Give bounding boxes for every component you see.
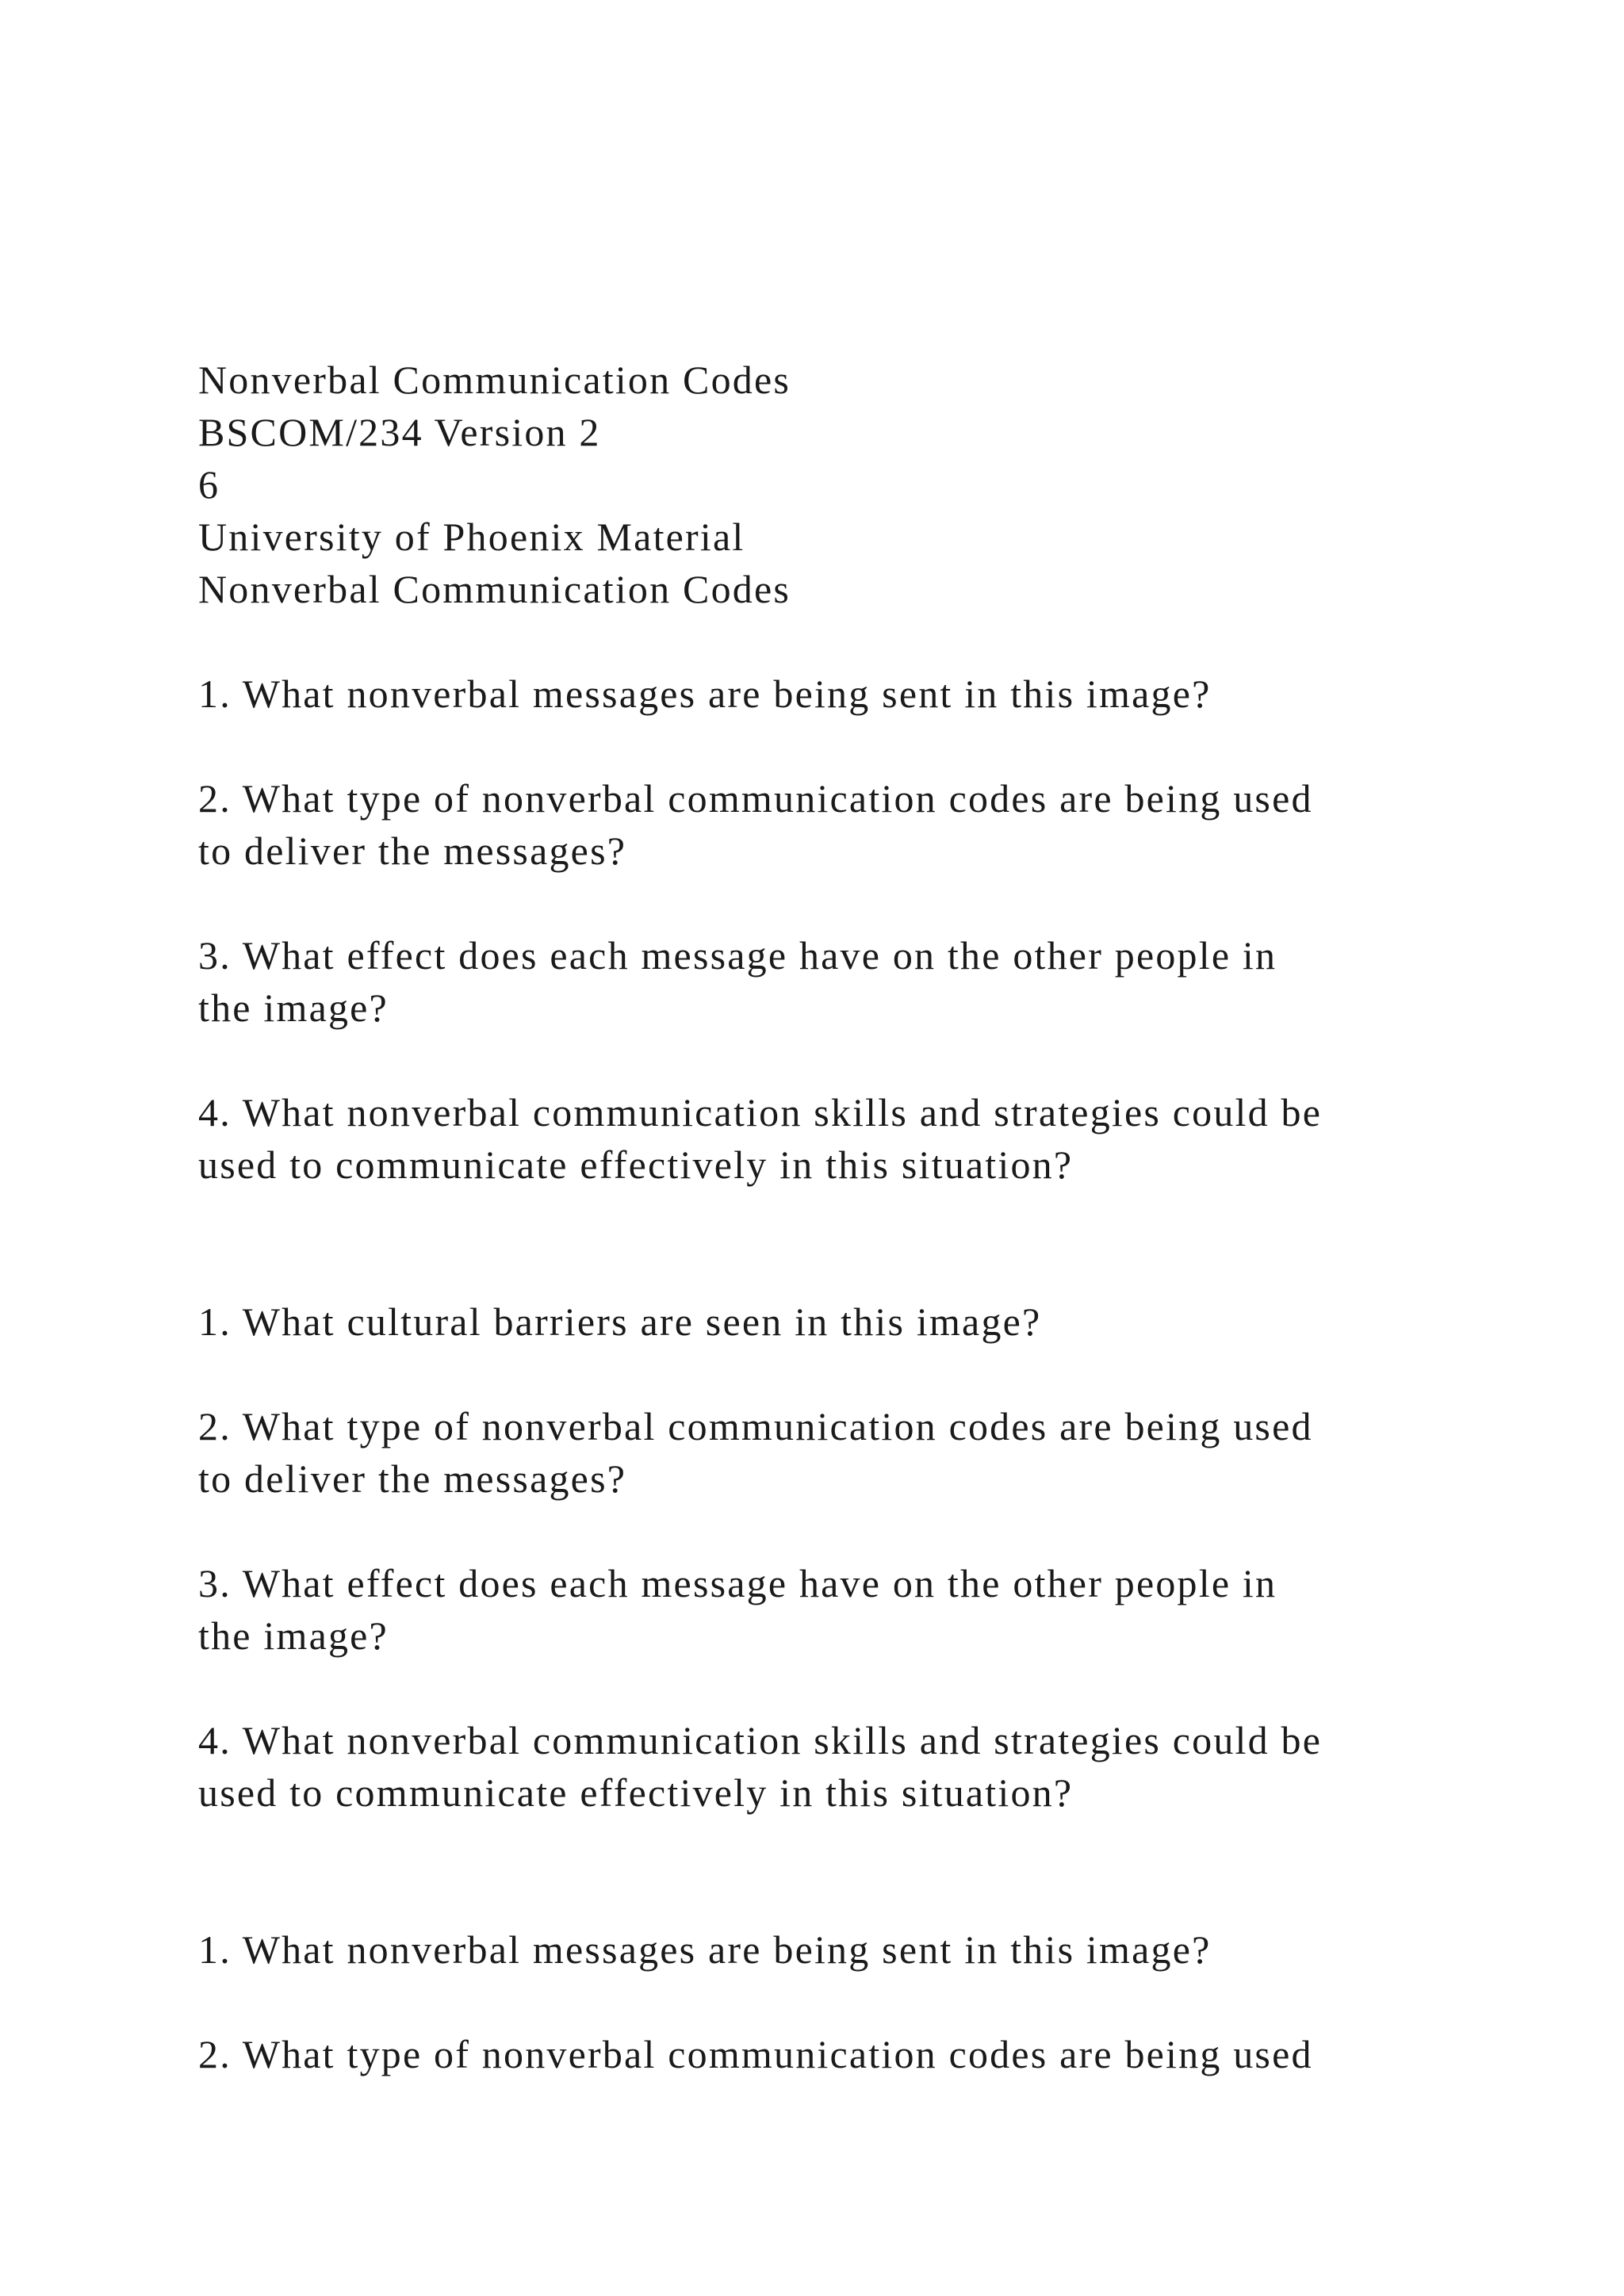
question-2-line-1: 2. What type of nonverbal communication codes are being used: [198, 776, 1313, 821]
question-4-line-1: 4. What nonverbal communication skills and strategies could be: [198, 1718, 1323, 1762]
question-3-line-2: the image?: [198, 1613, 389, 1658]
question-2-line-1: 2. What type of nonverbal communication codes are being used: [198, 2032, 1313, 2076]
document-body: [198, 354, 1507, 2080]
source-label: University of Phoenix Material: [198, 515, 745, 559]
question-4-line-1: 4. What nonverbal communication skills and strategies could be: [198, 1090, 1323, 1135]
question-3-line-1: 3. What effect does each message have on the other people in: [198, 1561, 1277, 1605]
question-1: 1. What nonverbal messages are being sent in this image?: [198, 672, 1212, 716]
question-2-line-2: to deliver the messages?: [198, 1456, 627, 1501]
question-section-2: [198, 1295, 1507, 1819]
question-2-line-1: 2. What type of nonverbal communication codes are being used: [198, 1404, 1313, 1448]
question-4-line-2: used to communicate effectively in this situation?: [198, 1142, 1074, 1187]
page-number: 6: [198, 462, 220, 507]
question-1: 1. What cultural barriers are seen in this image?: [198, 1299, 1042, 1344]
section-spacer: [198, 1819, 1507, 1923]
question-3-line-1: 3. What effect does each message have on the other people in: [198, 933, 1277, 978]
course-code: BSCOM/234 Version 2: [198, 410, 601, 454]
question-section-1: [198, 668, 1507, 1191]
section-spacer: [198, 1191, 1507, 1295]
question-2-line-2: to deliver the messages?: [198, 828, 627, 873]
document-title: Nonverbal Communication Codes: [198, 358, 791, 402]
question-3-line-2: the image?: [198, 985, 389, 1030]
question-4-line-2: used to communicate effectively in this situation?: [198, 1770, 1074, 1815]
document-subtitle: Nonverbal Communication Codes: [198, 567, 791, 611]
spacer: [198, 615, 1507, 668]
question-section-3: [198, 1923, 1507, 2080]
question-1: 1. What nonverbal messages are being sent in this image?: [198, 1927, 1212, 1972]
